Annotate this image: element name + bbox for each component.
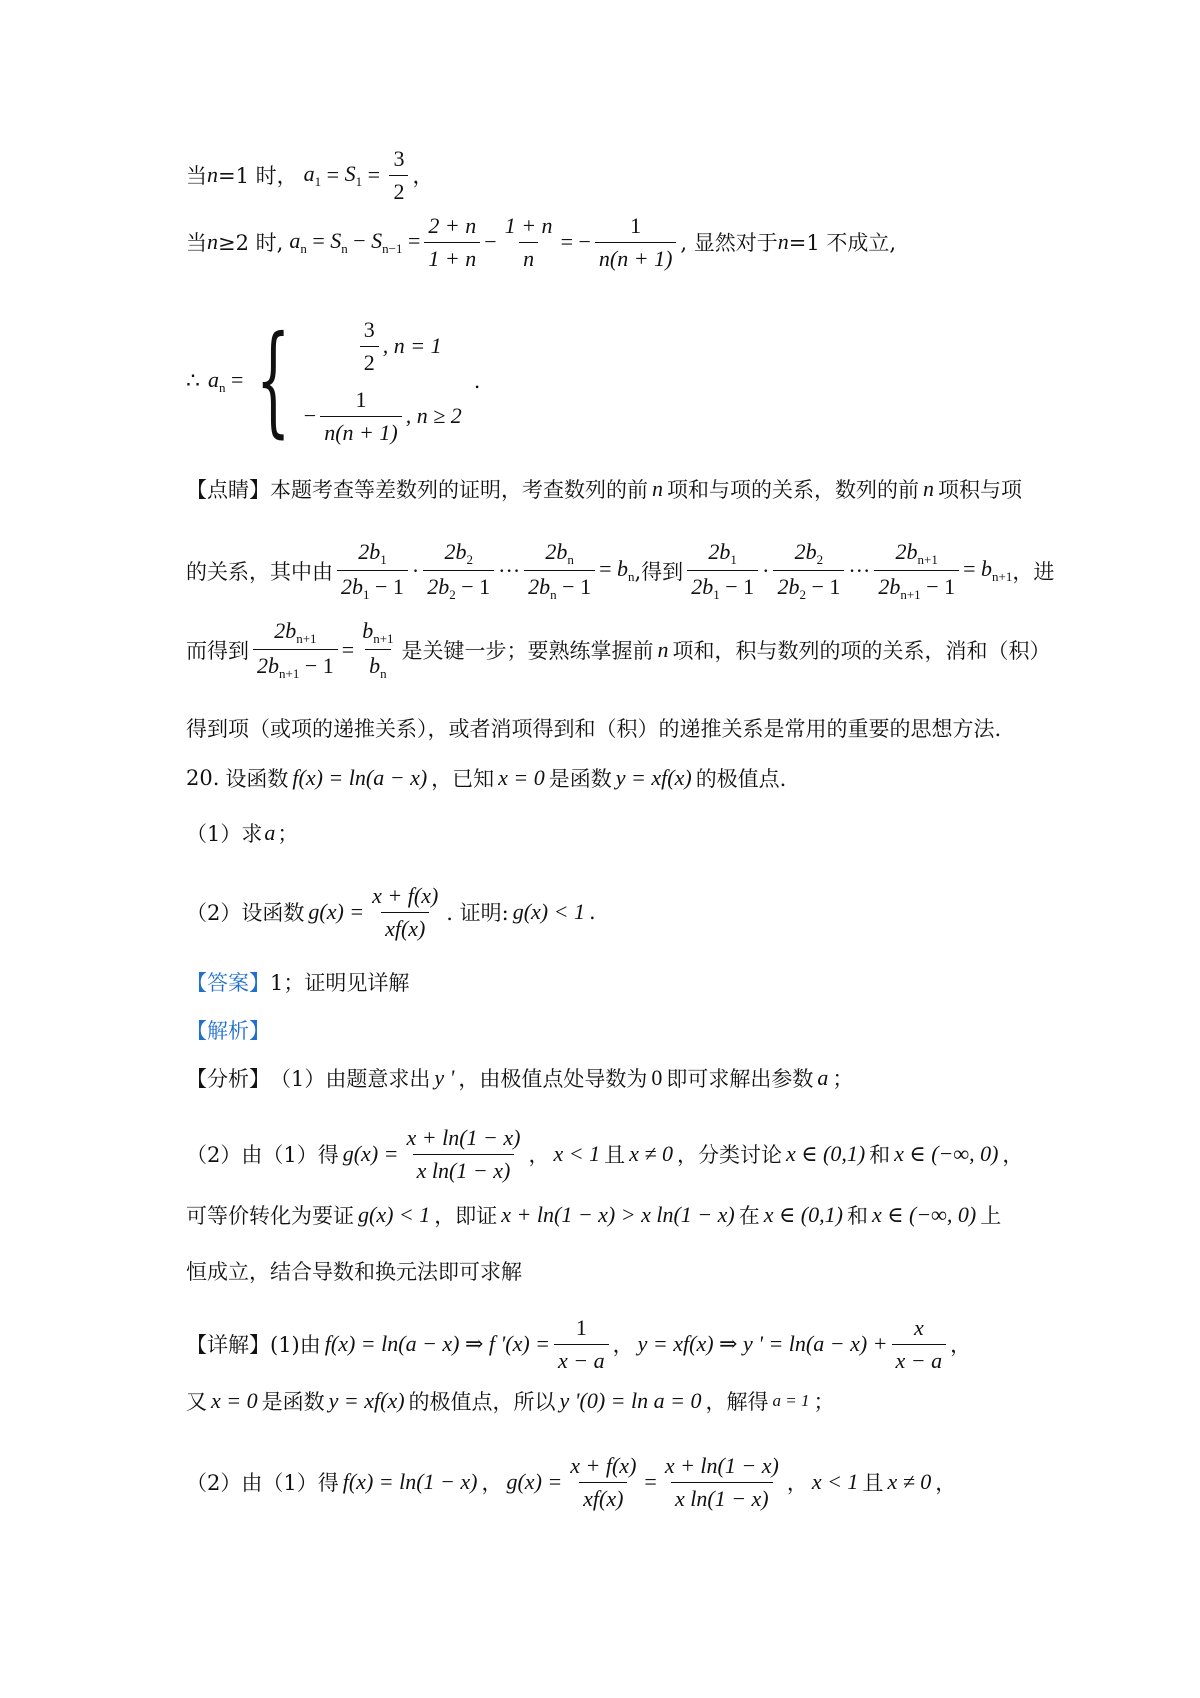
text: 当 <box>186 231 207 255</box>
xiangjie-line: 【详解】 (1)由 f(x) = ln(a − x) ⇒ f '(x) = $\frac{1}{x - a}$ ， y = xf(x) ⇒ y ' = ln(a − x) + $\frac{x}{x - a}$ ， <box>186 1315 972 1373</box>
piecewise-an: ∴ $a_n$ = { $\frac{3}{2}$ , n = 1 − $\frac{1}{n(n + 1)}$ , n ≥ 2 . <box>186 311 481 450</box>
fenxi-line: 【分析】 （1）由题意求出 y ' ，由极值点处导数为 0 即可求解出参数 a ； <box>186 1065 854 1091</box>
problem-number: 20. <box>186 766 220 790</box>
fraction-2n-1n: $\frac{2 + n}{1 + n}$ <box>424 212 480 272</box>
line-dianjing: 【点睛】 本题考查等差数列的证明，考查数列的前 n 项和与项的关系，数列的前 n 项积与项 <box>186 476 1022 502</box>
part2-derivation-line: （2）由（1）得 f(x) = ln(1 − x) ， g(x) = $\frac{x + f(x)}{xf(x)}$ = $\frac{x + \ln(1 - x)}{\text{x ln(1 − x)}}$ ， x < 1 且 x ≠ 0 ， <box>186 1453 957 1511</box>
answer-line: 【答案】 1；证明见详解 <box>186 967 1050 997</box>
line-key-step: 而得到 $\frac{2b_{n+1}}{2b_{n+1} - 1}$ = $\frac{b_{n+1}}{b_n}$ 是关键一步；要熟练掌握前 n 项和，积与数列的项的关系，消和（积） <box>186 618 1051 682</box>
brace-icon: { <box>256 311 291 450</box>
math-n: n <box>207 162 218 187</box>
line-method: 得到项（或项的递推关系），或者消项得到和（积）的递推关系是常用的重要的思想方法. <box>186 717 1002 741</box>
fraction-1-nn1: $\frac{1}{n(n + 1)}$ <box>595 212 677 272</box>
therefore-symbol: ∴ <box>186 368 200 394</box>
text: 当 <box>186 164 207 188</box>
math-an: $a_n = S_n - S_{n-1}$ = <box>289 227 421 256</box>
label-dianjing: 【点睛】 <box>186 478 270 502</box>
sub-question-2: （2）设函数 g(x) = $\frac{x + f(x)}{xf(x)}$ . 证明: g(x) < 1 . <box>186 883 596 941</box>
math-n: n <box>207 229 218 254</box>
text: ， <box>412 164 434 188</box>
text: , 显然对于 <box>680 231 778 255</box>
math-n: n <box>777 229 789 254</box>
holds-line: 恒成立，结合导数和换元法即可求解 <box>186 1260 522 1284</box>
case-1: $\frac{3}{2}$ , n = 1 <box>356 316 462 376</box>
analysis-label-line <box>186 1015 1050 1045</box>
fraction-1n-n: $\frac{1 + n}{n}$ <box>504 213 553 271</box>
math-a1: $a_1$ <box>303 160 322 189</box>
equivalent-line: 可等价转化为要证 g(x) < 1 ，即证 x + ln(1 − x) > x ln(1 − x) 在 x ∈ (0,1) 和 x ∈ (−∞, 0) 上 <box>186 1202 1002 1228</box>
line-n-equals-1: 当 n =1 时， $a_1$ = $S_1$ = $\frac{3}{2}$ ， <box>186 146 434 204</box>
sub-question-1: （1）求 a ； <box>186 820 299 846</box>
text: ≥2 时, <box>218 231 284 255</box>
line-n-ge-2: 当 n ≥2 时, $a_n = S_n - S_{n-1}$ = $\frac{2 + n}{1 + n}$ − $\frac{1 + n}{n}$ = − $\frac{1}{n(n + 1)}$ , 显然对于 n =1 不成立, <box>186 213 897 271</box>
line-product-relation: 的关系，其中由 $\frac{2b_1}{2b_1 - 1}$ · $\frac{2b_2}{2b_2 - 1}$ ··· $\frac{2b_n}{2b_n - 1}$ = $b_n$ ,得到 $\frac{2b_1}{2b_1 - 1}$ · $\frac{2b_2}{2b_2 - 1}$ ··· $\frac{2b_{n+1}}{2b_{n+1} - 1}$ = $b_{n+1}$ ，进 <box>186 539 1055 603</box>
label-xiangjie: 【详解】 <box>186 1333 270 1357</box>
text: =1 时， <box>218 164 298 188</box>
label-answer: 【答案】 <box>186 971 270 995</box>
case-2: − $\frac{1}{n(n + 1)}$ , n ≥ 2 <box>303 387 462 445</box>
problem-20: 20. 设函数 f(x) = ln(a − x) ，已知 x = 0 是函数 y = xf(x) 的极值点. <box>186 765 787 791</box>
fenxi-part2-line: （2）由（1）得 g(x) = $\frac{x + \ln(1 - x)}{\text{x ln(1 − x)}}$ ， x < 1 且 x ≠ 0 ，分类讨论 x ∈ (0,1) 和 x ∈ (−∞, 0) ， <box>186 1125 1024 1183</box>
extremum-line: 又 x = 0 是函数 y = xf(x) 的极值点，所以 y '(0) = ln a = 0 ，解得 a = 1 ； <box>186 1388 835 1414</box>
label-analysis: 【解析】 <box>186 1019 270 1043</box>
math-s1: $S_1$ <box>344 160 363 189</box>
label-fenxi: 【分析】 <box>186 1067 270 1091</box>
text: =1 不成立, <box>788 231 897 255</box>
fraction-3-2: $\frac{3}{2}$ <box>389 145 408 205</box>
cases <box>304 316 462 446</box>
